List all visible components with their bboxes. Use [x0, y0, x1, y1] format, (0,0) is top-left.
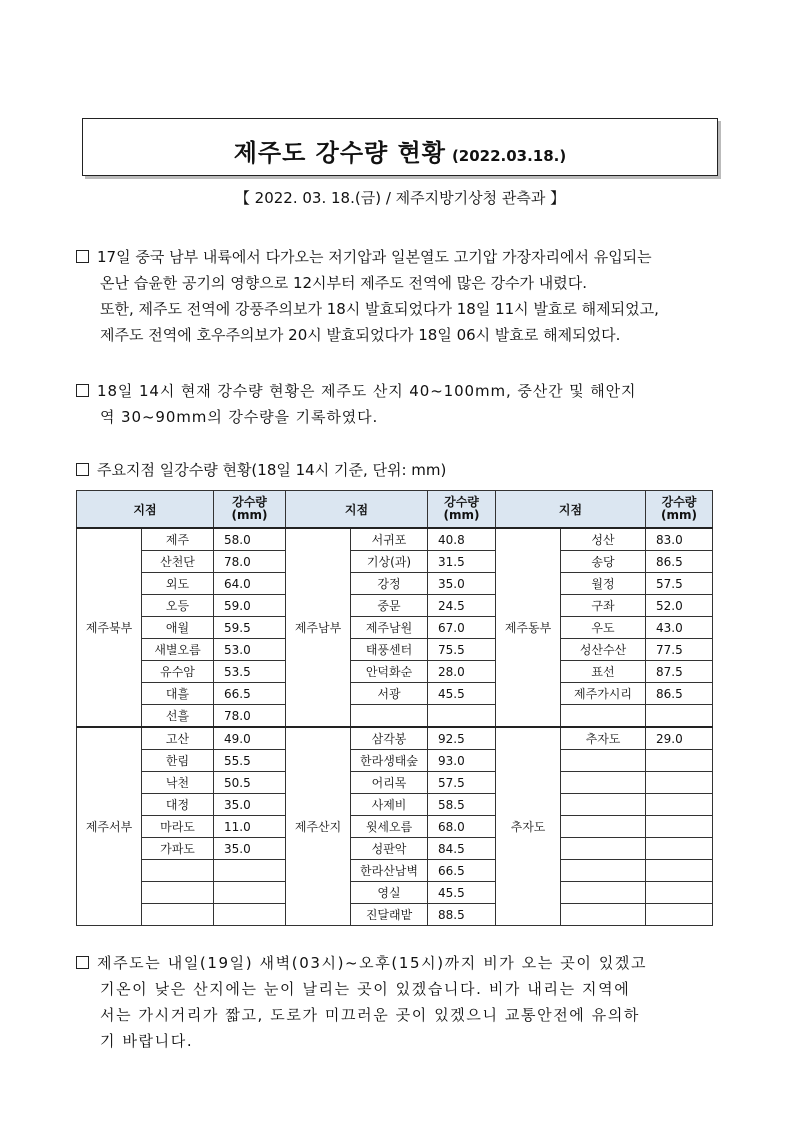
- station-name: 송당: [561, 551, 646, 573]
- station-name: 어리목: [351, 772, 428, 794]
- rainfall-value: 35.0: [214, 794, 286, 816]
- rainfall-value: [646, 860, 713, 882]
- station-name: [351, 705, 428, 728]
- header-rainfall: 강수량 (mm): [428, 491, 496, 529]
- paragraph-1-line-3: 또한, 제주도 전역에 강풍주의보가 18시 발효되었다가 18일 11시 발효로 해제되었고,: [100, 300, 659, 318]
- region-cell: 제주서부: [77, 727, 142, 926]
- table-row: [77, 683, 713, 705]
- station-name: 성산: [561, 528, 646, 551]
- station-name: 가파도: [142, 838, 214, 860]
- bullet-checkbox-icon: [76, 956, 89, 969]
- rainfall-value: [646, 882, 713, 904]
- table-row: [77, 705, 713, 728]
- title-box: [82, 118, 718, 176]
- paragraph-2-line-1: 18일 14시 현재 강수량 현황은 제주도 산지 40~100mm, 중산간 및 해안지: [97, 382, 637, 400]
- station-name: 삼각봉: [351, 727, 428, 750]
- station-name: 대정: [142, 794, 214, 816]
- station-name: [561, 860, 646, 882]
- station-name: [561, 838, 646, 860]
- station-name: 표선: [561, 661, 646, 683]
- rainfall-value: [214, 882, 286, 904]
- station-name: [561, 816, 646, 838]
- rainfall-value: [646, 750, 713, 772]
- table-row: [77, 816, 713, 838]
- rainfall-value: [646, 904, 713, 926]
- rainfall-value: 53.0: [214, 639, 286, 661]
- table-caption: 주요지점 일강수량 현황(18일 14시 기준, 단위: mm): [97, 461, 447, 479]
- rainfall-value: 78.0: [214, 705, 286, 728]
- rainfall-value: 58.0: [214, 528, 286, 551]
- rainfall-value: 75.5: [428, 639, 496, 661]
- paragraph-4-line-1: 제주도는 내일(19일) 새벽(03시)~오후(15시)까지 비가 오는 곳이 있겠고: [97, 954, 648, 972]
- station-name: 선흘: [142, 705, 214, 728]
- table-row: [77, 750, 713, 772]
- header-station: 지점: [77, 491, 214, 529]
- rainfall-value: 68.0: [428, 816, 496, 838]
- rainfall-value: 59.5: [214, 617, 286, 639]
- table-header-row: [77, 491, 713, 529]
- rainfall-value: 45.5: [428, 882, 496, 904]
- paragraph-4: [76, 950, 726, 1054]
- station-name: [561, 794, 646, 816]
- rainfall-value: 52.0: [646, 595, 713, 617]
- station-name: 성판악: [351, 838, 428, 860]
- table-row: [77, 551, 713, 573]
- rainfall-value: 55.5: [214, 750, 286, 772]
- station-name: [561, 772, 646, 794]
- rainfall-value: 93.0: [428, 750, 496, 772]
- table-row: [77, 772, 713, 794]
- station-name: 새별오름: [142, 639, 214, 661]
- table-row: [77, 595, 713, 617]
- station-name: 태풍센터: [351, 639, 428, 661]
- header-station: 지점: [286, 491, 428, 529]
- paragraph-4-line-3: 서는 가시거리가 짧고, 도로가 미끄러운 곳이 있겠으니 교통안전에 유의하: [100, 1006, 641, 1024]
- station-name: [561, 705, 646, 728]
- rainfall-value: 92.5: [428, 727, 496, 750]
- rainfall-value: 43.0: [646, 617, 713, 639]
- station-name: 제주가시리: [561, 683, 646, 705]
- paragraph-2-line-2: 역 30~90mm의 강수량을 기록하였다.: [100, 408, 379, 426]
- paragraph-4-line-4: 기 바랍니다.: [100, 1032, 194, 1050]
- rainfall-value: 88.5: [428, 904, 496, 926]
- rainfall-value: [646, 705, 713, 728]
- station-name: 한라산남벽: [351, 860, 428, 882]
- station-name: 진달래밭: [351, 904, 428, 926]
- rainfall-value: 64.0: [214, 573, 286, 595]
- table-row: [77, 794, 713, 816]
- rainfall-value: 35.0: [214, 838, 286, 860]
- rainfall-value: [646, 772, 713, 794]
- table-row: [77, 882, 713, 904]
- rainfall-value: [646, 816, 713, 838]
- station-name: 한림: [142, 750, 214, 772]
- rainfall-value: 57.5: [428, 772, 496, 794]
- station-name: 기상(과): [351, 551, 428, 573]
- station-name: 중문: [351, 595, 428, 617]
- rainfall-value: 86.5: [646, 551, 713, 573]
- rainfall-value: 53.5: [214, 661, 286, 683]
- station-name: 마라도: [142, 816, 214, 838]
- rainfall-value: 84.5: [428, 838, 496, 860]
- station-name: [142, 860, 214, 882]
- station-name: 산천단: [142, 551, 214, 573]
- rainfall-value: [646, 838, 713, 860]
- station-name: 낙천: [142, 772, 214, 794]
- station-name: [561, 882, 646, 904]
- rainfall-value: [214, 860, 286, 882]
- station-name: 오등: [142, 595, 214, 617]
- station-name: 추자도: [561, 727, 646, 750]
- header-station: 지점: [496, 491, 646, 529]
- station-name: [142, 882, 214, 904]
- station-name: 외도: [142, 573, 214, 595]
- station-name: 윗세오름: [351, 816, 428, 838]
- station-name: 제주: [142, 528, 214, 551]
- station-name: 대흘: [142, 683, 214, 705]
- region-cell: 제주동부: [496, 528, 561, 727]
- table-row: [77, 838, 713, 860]
- table-caption-row: [76, 457, 726, 483]
- station-name: 제주남원: [351, 617, 428, 639]
- rainfall-value: [428, 705, 496, 728]
- rainfall-value: 66.5: [214, 683, 286, 705]
- station-name: 월정: [561, 573, 646, 595]
- table-row: [77, 639, 713, 661]
- station-name: 한라생태숲: [351, 750, 428, 772]
- rainfall-value: 77.5: [646, 639, 713, 661]
- station-name: [561, 750, 646, 772]
- paragraph-1: [76, 244, 726, 348]
- rainfall-value: 40.8: [428, 528, 496, 551]
- rainfall-value: [214, 904, 286, 926]
- station-name: 구좌: [561, 595, 646, 617]
- station-name: 서귀포: [351, 528, 428, 551]
- region-cell: 제주남부: [286, 528, 351, 727]
- station-name: 애월: [142, 617, 214, 639]
- rainfall-value: 28.0: [428, 661, 496, 683]
- station-name: 안덕화순: [351, 661, 428, 683]
- region-cell: 추자도: [496, 727, 561, 926]
- rainfall-value: 49.0: [214, 727, 286, 750]
- station-name: 유수암: [142, 661, 214, 683]
- paragraph-2: [76, 378, 726, 430]
- subtitle: 【 2022. 03. 18.(금) / 제주지방기상청 관측과 】: [234, 189, 566, 207]
- station-name: 성산수산: [561, 639, 646, 661]
- paragraph-1-line-2: 온난 습윤한 공기의 영향으로 12시부터 제주도 전역에 많은 강수가 내렸다.: [100, 274, 587, 292]
- table-row: [77, 661, 713, 683]
- rainfall-table: [76, 490, 713, 926]
- rainfall-value: 87.5: [646, 661, 713, 683]
- table-row: [77, 727, 713, 750]
- header-rainfall: 강수량 (mm): [214, 491, 286, 529]
- table-row: [77, 617, 713, 639]
- rainfall-value: 29.0: [646, 727, 713, 750]
- rainfall-value: 66.5: [428, 860, 496, 882]
- region-cell: 제주북부: [77, 528, 142, 727]
- header-rainfall: 강수량 (mm): [646, 491, 713, 529]
- rainfall-value: 45.5: [428, 683, 496, 705]
- rainfall-value: 58.5: [428, 794, 496, 816]
- bullet-checkbox-icon: [76, 384, 89, 397]
- region-cell: 제주산지: [286, 727, 351, 926]
- station-name: 사제비: [351, 794, 428, 816]
- rainfall-value: 78.0: [214, 551, 286, 573]
- bullet-checkbox-icon: [76, 463, 89, 476]
- rainfall-value: 86.5: [646, 683, 713, 705]
- rainfall-value: [646, 794, 713, 816]
- station-name: 우도: [561, 617, 646, 639]
- rainfall-value: 50.5: [214, 772, 286, 794]
- table-row: [77, 573, 713, 595]
- station-name: 고산: [142, 727, 214, 750]
- rainfall-value: 24.5: [428, 595, 496, 617]
- station-name: 강정: [351, 573, 428, 595]
- paragraph-1-line-1: 17일 중국 남부 내륙에서 다가오는 저기압과 일본열도 고기압 가장자리에서 유입되는: [97, 248, 652, 266]
- station-name: 영실: [351, 882, 428, 904]
- rainfall-value: 35.0: [428, 573, 496, 595]
- station-name: [142, 904, 214, 926]
- table-row: [77, 904, 713, 926]
- paragraph-1-line-4: 제주도 전역에 호우주의보가 20시 발효되었다가 18일 06시 발효로 해제되었다.: [100, 326, 621, 344]
- title-date: (2022.03.18.): [451, 147, 567, 165]
- rainfall-value: 67.0: [428, 617, 496, 639]
- station-name: [561, 904, 646, 926]
- table-row: [77, 860, 713, 882]
- rainfall-value: 31.5: [428, 551, 496, 573]
- rainfall-value: 11.0: [214, 816, 286, 838]
- page-title: [83, 133, 717, 168]
- rainfall-value: 83.0: [646, 528, 713, 551]
- paragraph-4-line-2: 기온이 낮은 산지에는 눈이 날리는 곳이 있겠습니다. 비가 내리는 지역에: [100, 980, 631, 998]
- table-row: [77, 528, 713, 551]
- rainfall-value: 59.0: [214, 595, 286, 617]
- station-name: 서광: [351, 683, 428, 705]
- bullet-checkbox-icon: [76, 250, 89, 263]
- rainfall-value: 57.5: [646, 573, 713, 595]
- title-text: 제주도 강수량 현황: [233, 139, 446, 167]
